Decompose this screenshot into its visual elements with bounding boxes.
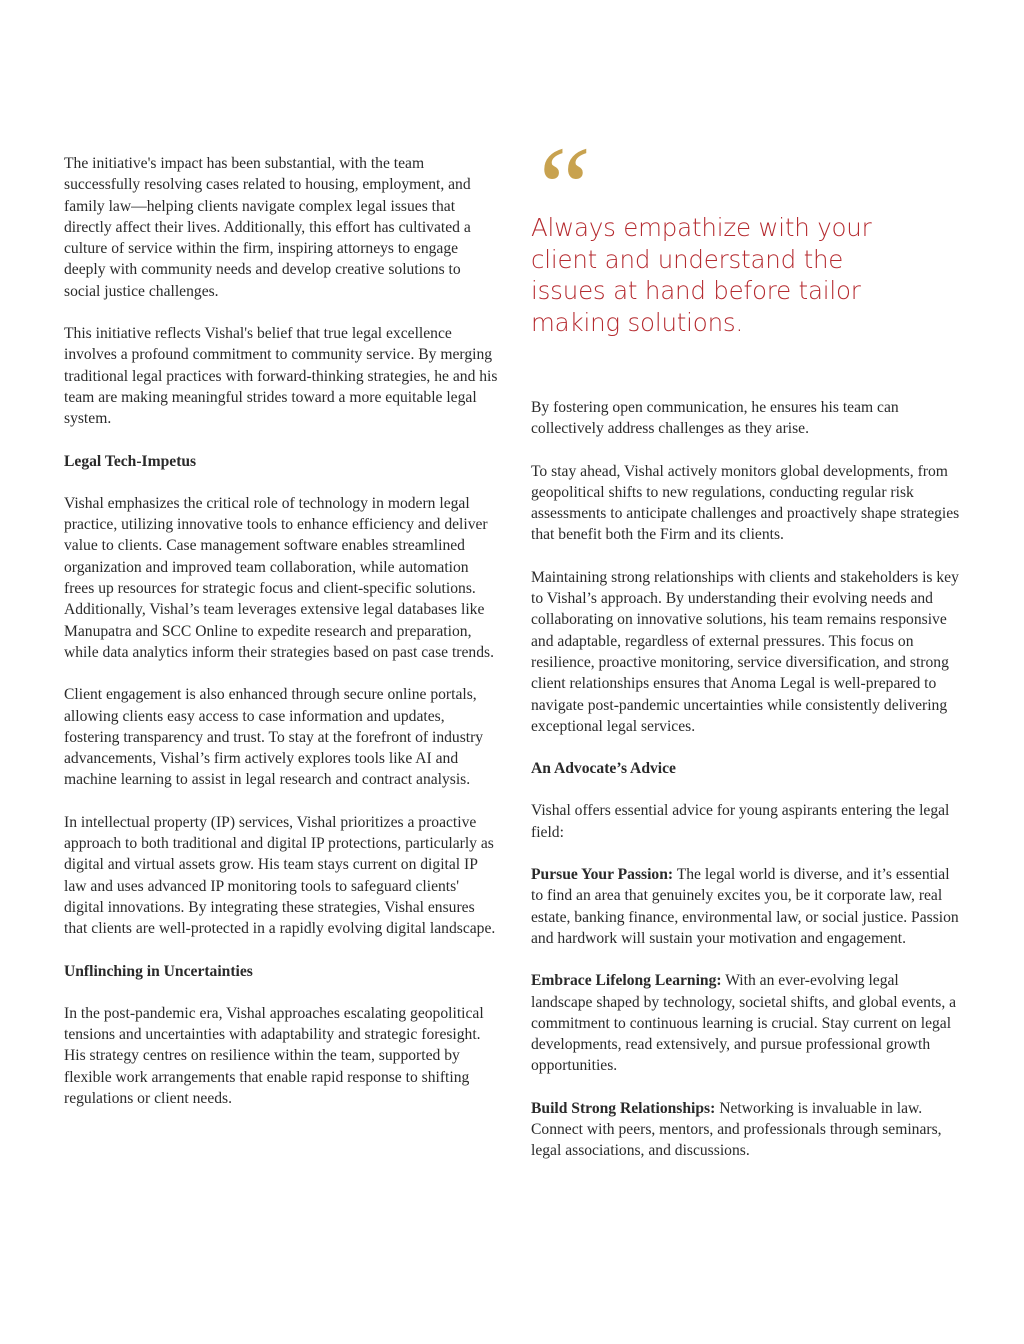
advice-item-title: Build Strong Relationships:	[531, 1099, 716, 1117]
quote-mark-icon: “	[527, 122, 593, 253]
body-paragraph: The initiative's impact has been substantial, with the team successfully resolving cases related to housing, employment, and family law—helping clients navigate complex legal issues that directly affect their lives. Additionally, this effort has cultivated a culture of service within the firm, inspiring attorneys to engage deeply with community needs and develop creative solutions to social justice challenges.	[64, 155, 471, 300]
body-paragraph: This initiative reflects Vishal's belief that true legal excellence involves a profound commitment to community service. By merging traditional legal practices with forward-thinking strategies, he and his team are making meaningful strides toward a more equitable legal system.	[64, 325, 498, 428]
advice-item	[531, 1098, 963, 1162]
left-column	[64, 153, 500, 1130]
advice-item-text: With an ever-evolving legal landscape shaped by technology, societal shifts, and global events, a commitment to continuous learning is crucial. Stay current on legal developments, read extensively, and pursue professional growth opportunities.	[531, 972, 957, 1075]
section-heading: An Advocate’s Advice	[531, 760, 676, 778]
advice-item	[531, 864, 963, 949]
advice-item-text: Networking is invaluable in law. Connect with peers, mentors, and professionals through seminars, legal associations, and discussions.	[531, 1099, 942, 1160]
advice-item-title: Pursue Your Passion:	[531, 866, 674, 884]
section-heading: Unflinching in Uncertainties	[64, 962, 253, 980]
pull-quote-text: Always empathize with your client and understand the issues at hand before tailor making solutions.	[531, 213, 872, 338]
body-paragraph: Vishal emphasizes the critical role of technology in modern legal practice, utilizing innovative tools to enhance efficiency and deliver value to clients. Case management software enables streamlined organization and improved team collaboration, while automation frees up resources for strategic focus and client-specific solutions. Additionally, Vishal’s team leverages extensive legal databases like Manupatra and SCC Online to expedite research and preparation, while data analytics inform their strategies based on past case trends.	[64, 494, 494, 661]
advice-item-text: The legal world is diverse, and it’s essential to find an area that genuinely excites you, be it corporate law, real estate, banking finance, environmental law, or social justice. Passion and hardwork will sustain your motivation and engagement.	[531, 866, 959, 947]
body-paragraph: By fostering open communication, he ensures his team can collectively address challenges as they arise.	[531, 399, 899, 438]
body-paragraph: Vishal offers essential advice for young aspirants entering the legal field:	[531, 802, 950, 841]
body-paragraph: To stay ahead, Vishal actively monitors global developments, from geopolitical shifts to new regulations, conducting regular risk assessments to anticipate challenges and proactively shape strategies that benefit both the Firm and its clients.	[531, 462, 960, 544]
section-heading: Legal Tech-Impetus	[64, 452, 197, 470]
advice-item-title: Embrace Lifelong Learning:	[531, 972, 722, 990]
right-column	[531, 397, 963, 1183]
advice-item	[531, 970, 963, 1076]
body-paragraph: Maintaining strong relationships with clients and stakeholders is key to Vishal’s approach. By understanding their evolving needs and collaborating on innovative solutions, his team remains responsive and adaptable, regardless of external pressures. This focus on resilience, proactive monitoring, service diversification, and strong client relationships ensures that Anoma Legal is well-prepared to navigate post-pandemic uncertainties while consistently delivering exceptional legal services.	[531, 568, 959, 735]
pull-quote	[527, 122, 891, 339]
body-paragraph: Client engagement is also enhanced through secure online portals, allowing clients easy access to case information and updates, fostering transparency and trust. To stay at the forefront of industry advancements, Vishal’s firm actively explores tools like AI and machine learning to assist in legal research and contract analysis.	[64, 686, 484, 789]
body-paragraph: In the post-pandemic era, Vishal approaches escalating geopolitical tensions and uncertainties with adaptability and strategic foresight. His strategy centres on resilience within the team, supported by flexible work arrangements that enable rapid response to shifting regulations or client needs.	[64, 1004, 484, 1107]
body-paragraph: In intellectual property (IP) services, Vishal prioritizes a proactive approach to both traditional and digital IP protections, particularly as digital and virtual assets grow. His team stays current on digital IP law and uses advanced IP monitoring tools to safeguard clients' digital innovations. By integrating these strategies, Vishal ensures that clients are well-protected in a rapidly evolving digital landscape.	[64, 813, 496, 938]
